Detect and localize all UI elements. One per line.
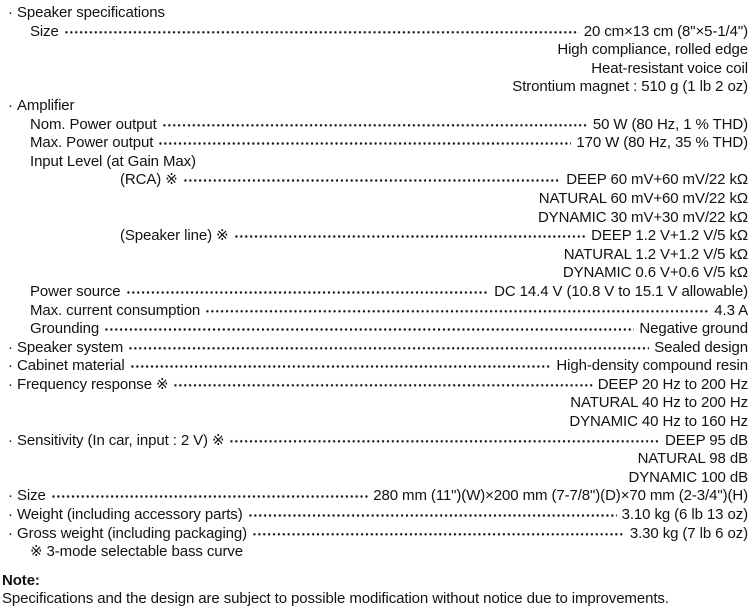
dotted-leader [234, 227, 587, 246]
spec-label: Grounding [30, 320, 100, 338]
continuation-row [8, 78, 748, 97]
continuation-row [8, 264, 748, 283]
spec-row [8, 23, 748, 42]
dotted-leader [248, 506, 617, 525]
spec-value: DYNAMIC 40 Hz to 160 Hz [569, 413, 748, 431]
spec-value: DYNAMIC 0.6 V+0.6 V/5 kΩ [562, 264, 748, 282]
spec-row [8, 487, 748, 506]
spec-label: Max. current consumption [30, 301, 201, 319]
spec-value: DEEP 60 mV+60 mV/22 kΩ [566, 171, 748, 189]
spec-label: Max. Power output [30, 134, 154, 152]
note-body: Specifications and the design are subject to possible modification without notice due to improvements. [2, 590, 669, 608]
spec-label: Nom. Power output [30, 115, 157, 133]
spec-value: Heat-resistant voice coil [591, 59, 748, 77]
bullet: · [8, 357, 13, 375]
spec-row [8, 357, 748, 376]
spec-row [8, 171, 748, 190]
dotted-leader [183, 171, 562, 190]
continuation-row [8, 60, 748, 79]
section-row [8, 543, 748, 562]
dotted-leader [104, 320, 634, 339]
spec-label: Power source [30, 282, 121, 300]
spec-value: 4.3 A [714, 301, 748, 319]
note-section [2, 572, 748, 608]
bullet: · [8, 431, 13, 449]
bullet: · [8, 338, 13, 356]
note-heading: Note: [2, 571, 40, 589]
spec-row [8, 116, 748, 135]
dotted-leader [158, 134, 571, 153]
bullet: · [8, 375, 13, 393]
dotted-leader [205, 302, 709, 321]
continuation-row [8, 209, 748, 228]
continuation-row [8, 413, 748, 432]
section-row [8, 153, 748, 172]
spec-value: 20 cm×13 cm (8"×5-1/4") [583, 22, 748, 40]
spec-label: Amplifier [17, 96, 75, 114]
spec-value: NATURAL 1.2 V+1.2 V/5 kΩ [563, 245, 748, 263]
spec-value: DEEP 1.2 V+1.2 V/5 kΩ [591, 227, 748, 245]
section-row [8, 4, 748, 23]
spec-label: Gross weight (including packaging) [17, 524, 248, 542]
bullet: · [8, 487, 13, 505]
spec-row [8, 376, 748, 395]
spec-value: DYNAMIC 30 mV+30 mV/22 kΩ [537, 208, 748, 226]
spec-value: DEEP 20 Hz to 200 Hz [597, 375, 748, 393]
dotted-leader [252, 525, 625, 544]
spec-value: 3.10 kg (6 lb 13 oz) [621, 506, 748, 524]
spec-value: 170 W (80 Hz, 35 % THD) [576, 134, 748, 152]
spec-row [8, 283, 748, 302]
spec-label: Speaker specifications [17, 4, 165, 21]
dotted-leader [229, 432, 660, 451]
spec-row [8, 302, 748, 321]
continuation-row [8, 469, 748, 488]
bullet: · [8, 524, 13, 542]
dotted-leader [162, 116, 588, 135]
dotted-leader [130, 357, 552, 376]
spec-value: NATURAL 40 Hz to 200 Hz [570, 394, 748, 412]
spec-label: (Speaker line) ※ [120, 227, 229, 245]
spec-label: Weight (including accessory parts) [17, 506, 243, 524]
spec-row [8, 525, 748, 544]
spec-value: 3.30 kg (7 lb 6 oz) [629, 524, 748, 542]
spec-value: DYNAMIC 100 dB [628, 468, 748, 486]
dotted-leader [64, 23, 579, 42]
spec-value: DC 14.4 V (10.8 V to 15.1 V allowable) [494, 282, 748, 300]
spec-list [8, 4, 748, 562]
bullet: · [8, 506, 13, 524]
spec-label: Input Level (at Gain Max) [30, 152, 196, 170]
continuation-row [8, 450, 748, 469]
spec-value: High-density compound resin [556, 357, 748, 375]
continuation-row [8, 190, 748, 209]
spec-label: Size [17, 487, 46, 505]
spec-label: Size [30, 22, 59, 40]
continuation-row [8, 394, 748, 413]
spec-value: High compliance, rolled edge [557, 41, 748, 59]
spec-value: DEEP 95 dB [665, 431, 748, 449]
spec-value: Negative ground [639, 320, 748, 338]
spec-value: Strontium magnet : 510 g (1 lb 2 oz) [512, 78, 748, 96]
spec-label: Frequency response ※ [17, 375, 169, 393]
spec-row [8, 432, 748, 451]
spec-label: ※ 3-mode selectable bass curve [30, 543, 244, 561]
dotted-leader [128, 339, 649, 358]
dotted-leader [51, 487, 368, 506]
spec-label: Speaker system [17, 338, 124, 356]
spec-value: 280 mm (11")(W)×200 mm (7-7/8")(D)×70 mm (2-3/4")(H) [373, 487, 748, 505]
spec-row [8, 227, 748, 246]
continuation-row [8, 41, 748, 60]
dotted-leader [126, 283, 490, 302]
spec-label: Sensitivity (In car, input : 2 V) ※ [17, 431, 225, 449]
spec-label: Cabinet material [17, 357, 125, 375]
dotted-leader [173, 376, 592, 395]
spec-value: NATURAL 98 dB [637, 450, 748, 468]
spec-row [8, 134, 748, 153]
section-row [8, 97, 748, 116]
spec-row [8, 320, 748, 339]
spec-row [8, 506, 748, 525]
spec-row [8, 339, 748, 358]
bullet: · [8, 4, 13, 21]
spec-value: 50 W (80 Hz, 1 % THD) [592, 115, 748, 133]
spec-value: NATURAL 60 mV+60 mV/22 kΩ [538, 189, 748, 207]
continuation-row [8, 246, 748, 265]
spec-label: (RCA) ※ [120, 171, 178, 189]
bullet: · [8, 96, 13, 114]
spec-value: Sealed design [654, 338, 748, 356]
